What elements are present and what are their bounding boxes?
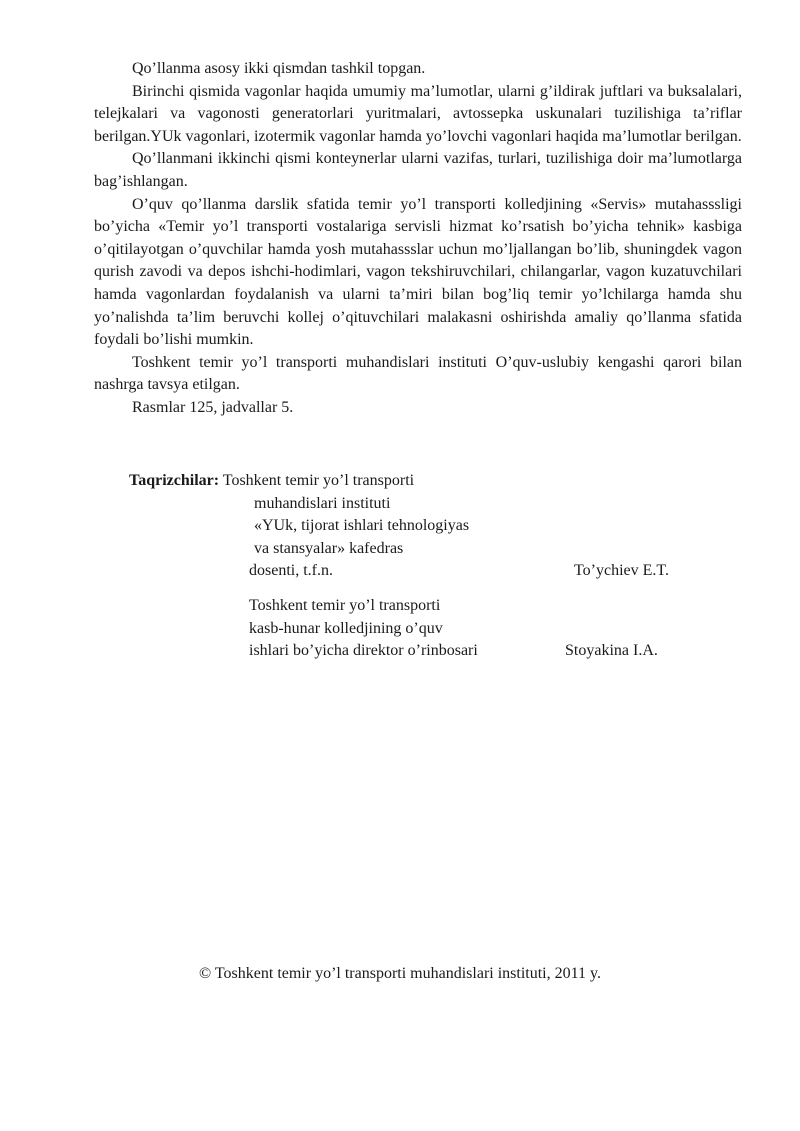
reviewer-2-title: ishlari bo’yicha direktor o’rinbosari xyxy=(249,642,478,660)
reviewer-1-department: va stansyalar» kafedras xyxy=(254,539,404,557)
reviewer-2-line-2 xyxy=(129,618,749,641)
spacer xyxy=(129,583,749,595)
document-body xyxy=(94,58,742,420)
reviewer-2-line-3 xyxy=(129,640,749,663)
reviewer-1-line-3 xyxy=(129,515,749,538)
reviewer-1-affiliation: Toshkent temir yo’l transporti xyxy=(222,472,415,489)
reviewer-1-department: «YUk, tijorat ishlari tehnologiyas xyxy=(254,517,470,535)
paragraph-approval: Toshkent temir yo’l transporti muhandislari instituti O’quv-uslubiy kengashi qarori bilan nashrga tavsya etilgan. xyxy=(94,353,742,394)
reviewer-2-line-1 xyxy=(129,595,749,618)
reviewers-label: Taqrizchilar: xyxy=(129,472,220,489)
reviewer-1-title: dosenti, t.f.n. xyxy=(249,562,333,580)
copyright-line: © Toshkent temir yo’l transporti muhandislari instituti, 2011 y. xyxy=(199,965,601,982)
paragraph-second-part: Qo’llanmani ikkinchi qismi konteynerlar ularni vazifas, turlari, tuzilishiga doir ma’lumotlarga bag’ishlangan. xyxy=(94,150,742,190)
paragraph-structure: Qo’llanma asosy ikki qismdan tashkil topgan. xyxy=(132,60,426,77)
reviewer-2-affiliation: Toshkent temir yo’l transporti xyxy=(249,596,441,614)
paragraph-figures-count: Rasmlar 125, jadvallar 5. xyxy=(132,398,294,416)
reviewer-2-affiliation: kasb-hunar kolledjining o’quv xyxy=(249,619,443,637)
reviewer-1-line-1 xyxy=(129,470,749,493)
reviewer-1-line-5 xyxy=(129,560,749,583)
paragraph-audience: O’quv qo’llanma darslik sfatida temir yo’l transporti kolledjining «Servis» mutahasssligi bo’yicha «Temir yo’l transporti vostalariga servisli hizmat ko’rsatish bo’yicha tehnik» kasbiga o’qitilayotgan o’quvchilar hamda yosh mutahassslar uchun mo’ljallangan bo’lib, shuningdek vagon qurish zavodi va depos ishchi-hodimlari, vagon tekshiruvchilari, chilangarlar, vagon kuzatuvchilari hamda vagonlardan foydalanish va ularni ta’miri bilan bog’liq temir yo’lchilarga hamda shu yo’nalishda ta’lim beruvchi kollej o’qituvchilari malakasni oshirishda amaliy qo’llanma sfatida foydali bo’lishi mumkin. xyxy=(94,195,742,349)
reviewer-1-line-4 xyxy=(129,538,749,561)
reviewer-1-affiliation: muhandislari instituti xyxy=(254,494,391,512)
reviewer-1-name: To’ychiev E.T. xyxy=(574,562,669,580)
reviewers-block xyxy=(129,470,749,663)
reviewer-2-name: Stoyakina I.A. xyxy=(565,642,658,660)
reviewer-1-line-2 xyxy=(129,493,749,516)
paragraph-first-part: Birinchi qismida vagonlar haqida umumiy ma’lumotlar, ularni g’ildirak juftlari va buksalalari, telejkalari va vagonosti generatorlari yuritmalari, avtossepka uskunalari tuzilishiga ta’riflar berilgan.YUk vagonlari, izotermik vagonlar hamda yo’lovchi vagonlari haqida ma’lumotlar berilgan. xyxy=(94,82,742,145)
